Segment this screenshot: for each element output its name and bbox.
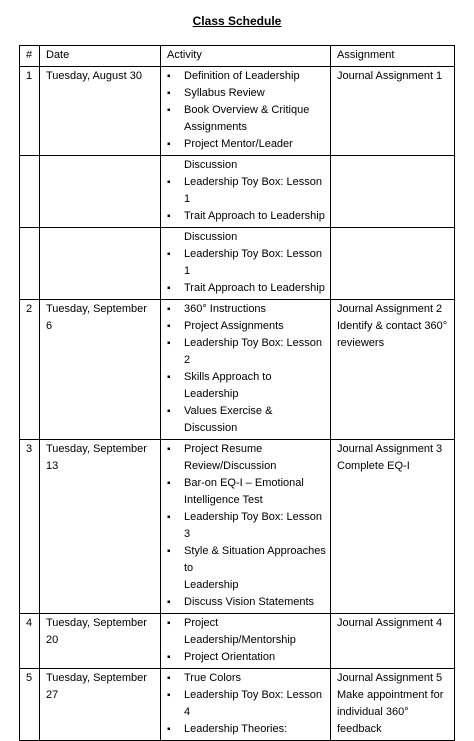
row-date: Tuesday, September 27 xyxy=(40,669,161,741)
row-date xyxy=(40,228,161,300)
row-activity xyxy=(161,156,331,228)
activity-list xyxy=(167,670,326,738)
row-assignment xyxy=(331,300,455,440)
table-row xyxy=(20,228,455,300)
assignment-line: Identify & contact 360° xyxy=(337,320,448,332)
assignment-line: Complete EQ-I xyxy=(337,460,410,472)
row-date: Tuesday, September 6 xyxy=(40,300,161,440)
assignment-line: Journal Assignment 5 xyxy=(337,672,443,684)
assignment-line: Journal Assignment 3 xyxy=(337,443,443,455)
activity-item: ▪ Project Assignments xyxy=(167,318,326,335)
assignment-line: Journal Assignment 4 xyxy=(337,617,443,629)
activity-item: ▪ True Colors xyxy=(167,670,326,687)
activity-list xyxy=(167,301,326,437)
activity-item: ▪ Leadership Toy Box: Lesson 1 xyxy=(167,246,326,280)
table-row xyxy=(20,156,455,228)
row-date: Tuesday, September 13 xyxy=(40,440,161,614)
row-number xyxy=(20,156,40,228)
activity-item: ▪ Leadership Toy Box: Lesson 3 xyxy=(167,509,326,543)
activity-item: Review/Discussion xyxy=(184,460,277,472)
row-assignment xyxy=(331,669,455,741)
activity-list xyxy=(167,441,326,611)
row-number: 3 xyxy=(20,440,40,614)
activity-list xyxy=(167,68,326,153)
row-number xyxy=(20,228,40,300)
activity-item: ▪ Definition of Leadership xyxy=(167,68,326,85)
activity-item: ▪ Leadership Toy Box: Lesson 1 xyxy=(167,174,326,208)
activity-item: Intelligence Test xyxy=(184,494,263,506)
row-number: 2 xyxy=(20,300,40,440)
row-activity xyxy=(161,228,331,300)
assignment-line: Journal Assignment 1 xyxy=(337,70,443,82)
row-date xyxy=(40,156,161,228)
activity-item: ▪ Trait Approach to Leadership xyxy=(167,280,326,297)
header-assignment: Assignment xyxy=(331,46,455,67)
activity-item: ▪ Values Exercise & Discussion xyxy=(167,403,326,437)
header-date: Date xyxy=(40,46,161,67)
activity-item: ▪ Discuss Vision Statements xyxy=(167,594,326,611)
row-assignment xyxy=(331,156,455,228)
activity-item: ▪ Project Leadership/Mentorship xyxy=(167,615,326,649)
table-row xyxy=(20,67,455,156)
activity-item: ▪ Syllabus Review xyxy=(167,85,326,102)
row-date: Tuesday, August 30 xyxy=(40,67,161,156)
activity-item: Assignments xyxy=(184,121,247,133)
activity-item: ▪ Project Mentor/Leader xyxy=(167,136,326,153)
row-number: 1 xyxy=(20,67,40,156)
header-activity: Activity xyxy=(161,46,331,67)
row-assignment xyxy=(331,440,455,614)
row-assignment xyxy=(331,67,455,156)
activity-item: ▪ Bar-on EQ-I – Emotional xyxy=(167,475,326,492)
table-row xyxy=(20,614,455,669)
table-row xyxy=(20,669,455,741)
schedule-table xyxy=(19,45,455,741)
activity-item: ▪ Style & Situation Approaches to xyxy=(167,543,326,577)
assignment-line: Make appointment for xyxy=(337,689,444,701)
activity-item: ▪ Project Orientation xyxy=(167,649,326,666)
activity-item: Leadership xyxy=(184,579,239,591)
row-activity xyxy=(161,67,331,156)
assignment-line: reviewers xyxy=(337,337,385,349)
activity-item: ▪ Project Resume xyxy=(167,441,326,458)
row-assignment xyxy=(331,228,455,300)
activity-item: ▪ Leadership Theories: xyxy=(167,721,326,738)
row-number: 5 xyxy=(20,669,40,741)
activity-item: ▪ Leadership Toy Box: Lesson 4 xyxy=(167,687,326,721)
activity-list xyxy=(167,157,326,225)
activity-item: ▪ Book Overview & Critique xyxy=(167,102,326,119)
table-row xyxy=(20,440,455,614)
assignment-line: Journal Assignment 2 xyxy=(337,303,443,315)
row-assignment xyxy=(331,614,455,669)
activity-item: ▪ Trait Approach to Leadership xyxy=(167,208,326,225)
activity-item: Discussion xyxy=(184,231,238,243)
activity-item: Discussion xyxy=(184,159,238,171)
page-title: Class Schedule xyxy=(192,14,282,28)
assignment-line: individual 360° feedback xyxy=(337,706,409,735)
activity-list xyxy=(167,229,326,297)
activity-item: ▪ Leadership Toy Box: Lesson 2 xyxy=(167,335,326,369)
header-num: # xyxy=(20,46,40,67)
row-activity xyxy=(161,300,331,440)
activity-item: ▪ 360° Instructions xyxy=(167,301,326,318)
schedule-body xyxy=(20,67,455,741)
row-activity xyxy=(161,440,331,614)
row-number: 4 xyxy=(20,614,40,669)
activity-item: ▪ Skills Approach to Leadership xyxy=(167,369,326,403)
row-activity xyxy=(161,669,331,741)
row-date: Tuesday, September 20 xyxy=(40,614,161,669)
table-header-row xyxy=(20,46,455,67)
activity-list xyxy=(167,615,326,666)
table-row xyxy=(20,300,455,440)
row-activity xyxy=(161,614,331,669)
